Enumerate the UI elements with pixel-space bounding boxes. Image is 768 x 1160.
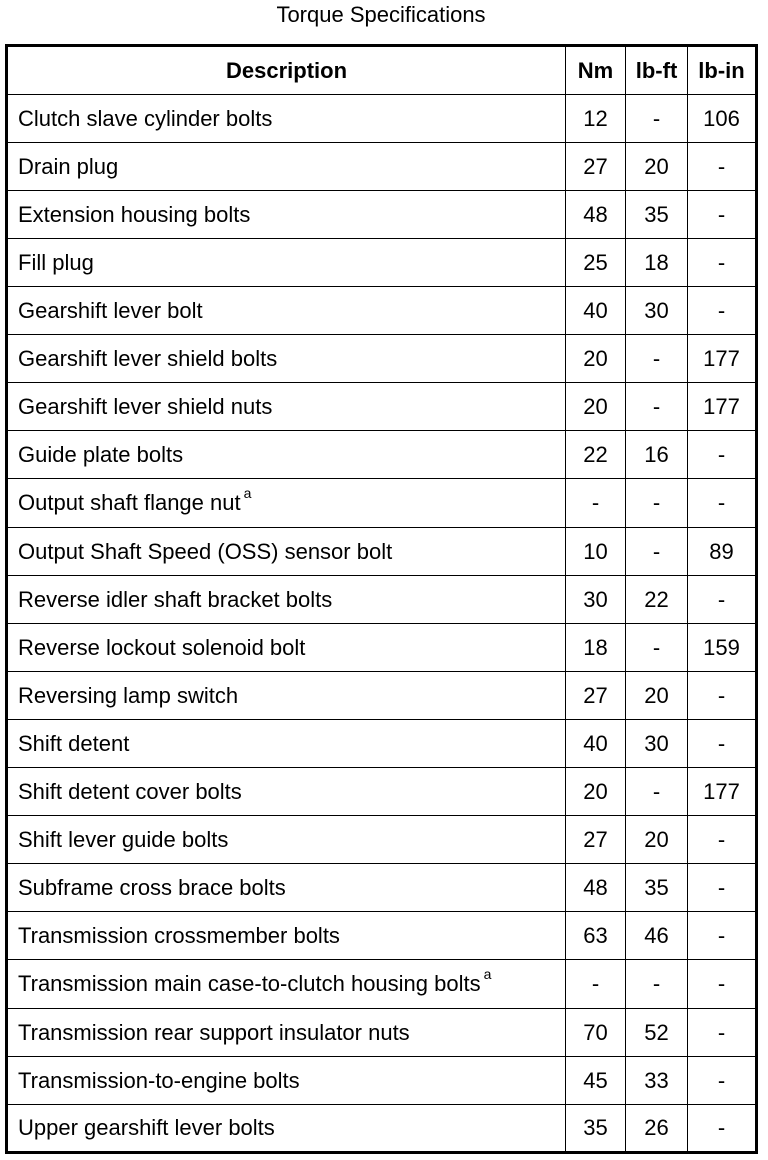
row-description-cell	[7, 912, 566, 960]
row-lbin-value: 159	[688, 624, 757, 672]
row-nm-value: 27	[566, 143, 626, 191]
table-row	[7, 960, 757, 1009]
table-row	[7, 576, 757, 624]
row-lbin-value: 106	[688, 95, 757, 143]
row-lbft-value: -	[626, 768, 688, 816]
row-nm-value: 35	[566, 1105, 626, 1153]
row-lbin-value: -	[688, 287, 757, 335]
row-description: Subframe cross brace bolts	[18, 874, 286, 900]
row-description: Transmission rear support insulator nuts	[18, 1019, 410, 1045]
row-nm-value: 30	[566, 576, 626, 624]
row-description: Guide plate bolts	[18, 441, 184, 467]
row-description-cell	[7, 479, 566, 528]
row-description-cell	[7, 1057, 566, 1105]
row-description-cell	[7, 431, 566, 479]
row-description: Shift lever guide bolts	[18, 826, 229, 852]
row-nm-value: 48	[566, 191, 626, 239]
header-lbin: lb-in	[688, 46, 757, 95]
row-lbft-value: 35	[626, 864, 688, 912]
row-lbft-value: 18	[626, 239, 688, 287]
row-description: Shift detent	[18, 730, 130, 756]
table-row	[7, 672, 757, 720]
header-row	[7, 46, 757, 95]
row-lbin-value: -	[688, 143, 757, 191]
row-lbft-value: -	[626, 479, 688, 528]
table-row	[7, 1009, 757, 1057]
row-description-cell	[7, 624, 566, 672]
table-row	[7, 720, 757, 768]
row-nm-value: 63	[566, 912, 626, 960]
row-description: Fill plug	[18, 249, 94, 275]
row-nm-value: 40	[566, 287, 626, 335]
row-lbft-value: -	[626, 960, 688, 1009]
header-lbft: lb-ft	[626, 46, 688, 95]
row-description: Transmission main case-to-clutch housing bolts	[18, 971, 481, 996]
footnote-marker: a	[483, 965, 492, 982]
row-description-cell	[7, 864, 566, 912]
table-row	[7, 191, 757, 239]
row-lbin-value: 89	[688, 528, 757, 576]
row-description: Extension housing bolts	[18, 201, 251, 227]
row-lbft-value: 30	[626, 287, 688, 335]
row-description-cell	[7, 576, 566, 624]
table-row	[7, 864, 757, 912]
row-lbft-value: -	[626, 335, 688, 383]
row-lbin-value: -	[688, 576, 757, 624]
row-lbft-value: -	[626, 95, 688, 143]
row-description-cell	[7, 1105, 566, 1153]
row-nm-value: 22	[566, 431, 626, 479]
table-body	[7, 95, 757, 1153]
table-row	[7, 528, 757, 576]
row-lbin-value: -	[688, 720, 757, 768]
row-lbin-value: -	[688, 479, 757, 528]
row-description: Reverse idler shaft bracket bolts	[18, 586, 333, 612]
row-description-cell	[7, 95, 566, 143]
row-lbin-value: -	[688, 960, 757, 1009]
row-description: Shift detent cover bolts	[18, 778, 242, 804]
row-nm-value: 20	[566, 383, 626, 431]
row-description-cell	[7, 335, 566, 383]
row-description-cell	[7, 720, 566, 768]
row-lbin-value: 177	[688, 335, 757, 383]
row-description: Drain plug	[18, 153, 119, 179]
header-description: Description	[7, 46, 566, 95]
row-nm-value: -	[566, 479, 626, 528]
table-row	[7, 479, 757, 528]
row-nm-value: 25	[566, 239, 626, 287]
row-description: Gearshift lever bolt	[18, 297, 203, 323]
row-lbft-value: -	[626, 624, 688, 672]
table-row	[7, 335, 757, 383]
row-lbin-value: 177	[688, 768, 757, 816]
row-lbft-value: 20	[626, 816, 688, 864]
row-description-cell	[7, 960, 566, 1009]
row-description: Upper gearshift lever bolts	[18, 1115, 275, 1140]
footnote-marker: a	[243, 484, 252, 501]
row-lbin-value: -	[688, 1105, 757, 1153]
table-row	[7, 624, 757, 672]
row-lbft-value: 26	[626, 1105, 688, 1153]
header-nm: Nm	[566, 46, 626, 95]
row-description: Transmission-to-engine bolts	[18, 1067, 300, 1093]
row-description-cell	[7, 528, 566, 576]
table-row	[7, 816, 757, 864]
row-description-cell	[7, 672, 566, 720]
row-lbin-value: -	[688, 912, 757, 960]
row-nm-value: 27	[566, 816, 626, 864]
row-nm-value: 12	[566, 95, 626, 143]
row-description: Output Shaft Speed (OSS) sensor bolt	[18, 538, 393, 564]
row-nm-value: 18	[566, 624, 626, 672]
row-description-cell	[7, 768, 566, 816]
torque-spec-table	[5, 44, 758, 1154]
row-nm-value: 45	[566, 1057, 626, 1105]
row-lbft-value: 30	[626, 720, 688, 768]
row-lbin-value: -	[688, 1057, 757, 1105]
row-nm-value: 40	[566, 720, 626, 768]
row-lbft-value: 20	[626, 672, 688, 720]
row-lbft-value: -	[626, 528, 688, 576]
row-lbft-value: 52	[626, 1009, 688, 1057]
row-description-cell	[7, 383, 566, 431]
row-lbin-value: -	[688, 431, 757, 479]
row-lbft-value: 16	[626, 431, 688, 479]
row-lbin-value: -	[688, 672, 757, 720]
table-row	[7, 431, 757, 479]
page-title: Torque Specifications	[276, 2, 486, 27]
row-description: Gearshift lever shield nuts	[18, 393, 273, 419]
row-lbft-value: -	[626, 383, 688, 431]
table-row	[7, 383, 757, 431]
table-row	[7, 95, 757, 143]
row-description-cell	[7, 1009, 566, 1057]
table-row	[7, 1105, 757, 1153]
row-description: Gearshift lever shield bolts	[18, 345, 278, 371]
table-row	[7, 143, 757, 191]
row-nm-value: 20	[566, 768, 626, 816]
row-lbin-value: -	[688, 864, 757, 912]
row-lbin-value: -	[688, 239, 757, 287]
table-row	[7, 912, 757, 960]
row-lbft-value: 46	[626, 912, 688, 960]
row-lbin-value: 177	[688, 383, 757, 431]
row-lbin-value: -	[688, 816, 757, 864]
row-lbft-value: 35	[626, 191, 688, 239]
table-row	[7, 1057, 757, 1105]
row-lbft-value: 33	[626, 1057, 688, 1105]
row-description: Reversing lamp switch	[18, 682, 239, 708]
row-description: Transmission crossmember bolts	[18, 922, 340, 948]
row-nm-value: 20	[566, 335, 626, 383]
row-lbft-value: 20	[626, 143, 688, 191]
row-description-cell	[7, 143, 566, 191]
table-row	[7, 768, 757, 816]
row-description: Clutch slave cylinder bolts	[18, 105, 273, 131]
row-nm-value: -	[566, 960, 626, 1009]
row-description-cell	[7, 287, 566, 335]
row-lbft-value: 22	[626, 576, 688, 624]
row-description-cell	[7, 239, 566, 287]
row-description-cell	[7, 816, 566, 864]
row-nm-value: 48	[566, 864, 626, 912]
row-nm-value: 27	[566, 672, 626, 720]
row-nm-value: 10	[566, 528, 626, 576]
row-description-cell	[7, 191, 566, 239]
row-nm-value: 70	[566, 1009, 626, 1057]
row-lbin-value: -	[688, 191, 757, 239]
row-description: Output shaft flange nut	[18, 490, 241, 515]
row-lbin-value: -	[688, 1009, 757, 1057]
table-row	[7, 239, 757, 287]
row-description: Reverse lockout solenoid bolt	[18, 634, 306, 660]
table-row	[7, 287, 757, 335]
